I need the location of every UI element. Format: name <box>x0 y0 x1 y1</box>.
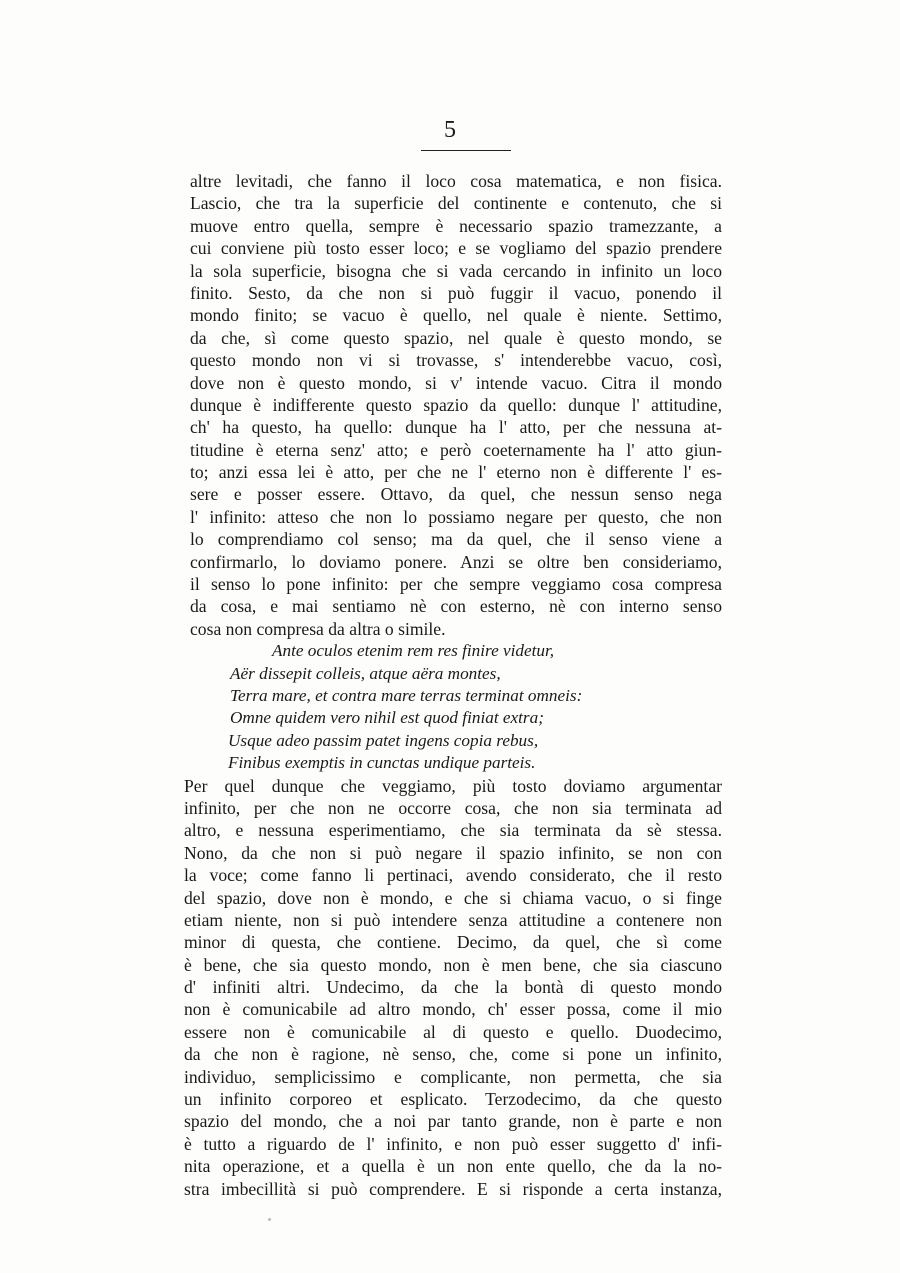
verse-line: Ante oculos etenim rem res finire videtur, <box>272 641 555 661</box>
text-line: finito. Sesto, da che non si può fuggir il vacuo, ponendo il <box>190 282 722 303</box>
text-body <box>184 170 722 1200</box>
text-line: sere e posser essere. Ottavo, da quel, che nessun senso nega <box>190 484 722 505</box>
text-line: nita operazione, et a quella è un non ente quello, che da la no- <box>184 1156 722 1177</box>
text-line: d' infiniti altri. Undecimo, da che la bontà di questo mondo <box>184 977 722 998</box>
text-line: cosa non compresa da altra o simile. <box>190 618 446 639</box>
text-line: altre levitadi, che fanno il loco cosa matematica, e non fisica. <box>190 171 722 191</box>
text-line: etiam niente, non si può intendere senza attitudine a contenere non <box>184 909 722 930</box>
text-line: la voce; come fanno li pertinaci, avendo considerato, che il resto <box>184 865 722 886</box>
header-rule <box>421 150 511 151</box>
text-line: essere non è comunicabile al di questo e quello. Duodecimo, <box>184 1021 722 1042</box>
verse-line: Finibus exemptis in cunctas undique parteis. <box>228 753 536 773</box>
text-line: questo mondo non vi si trovasse, s' intenderebbe vacuo, così, <box>190 350 722 371</box>
text-line: spazio del mondo, che a noi par tanto grande, non è parte e non <box>184 1111 722 1132</box>
text-line: muove entro quella, sempre è necessario spazio tramezzante, a <box>190 215 722 236</box>
verse-line: Omne quidem vero nihil est quod finiat extra; <box>230 708 544 728</box>
text-line: dove non è questo mondo, si v' intende vacuo. Citra il mondo <box>190 372 722 393</box>
paragraph-continued <box>184 775 722 1200</box>
text-line: da cosa, e mai sentiamo nè con esterno, nè con interno senso <box>190 596 722 617</box>
text-line: infinito, per che non ne occorre cosa, che non sia terminata ad <box>184 797 722 818</box>
text-line: titudine è eterna senz' atto; e però coeternamente ha l' atto giun- <box>190 439 722 460</box>
text-line: la sola superficie, bisogna che si vada cercando in infinito un loco <box>190 260 722 281</box>
paragraph-main <box>190 170 722 640</box>
text-line: non è comunicabile ad altro mondo, ch' esser possa, come il mio <box>184 999 722 1020</box>
text-line: da che non è ragione, nè senso, che, come si pone un infinito, <box>184 1044 722 1065</box>
text-line: un infinito corporeo et esplicato. Terzodecimo, da che questo <box>184 1089 722 1110</box>
text-line: del spazio, dove non è mondo, e che si chiama vacuo, o si finge <box>184 887 722 908</box>
text-line: minor di questa, che contiene. Decimo, da quel, che sì come <box>184 932 722 953</box>
text-line: mondo finito; se vacuo è quello, nel quale è niente. Settimo, <box>190 305 722 326</box>
text-line: è tutto a riguardo de l' infinito, e non può esser suggetto d' infi- <box>184 1133 722 1154</box>
text-line: ch' ha questo, ha quello: dunque ha l' atto, per che nessuna at- <box>190 417 722 438</box>
verse-line: Usque adeo passim patet ingens copia rebus, <box>228 730 539 750</box>
text-line: Lascio, che tra la superficie del continente e contenuto, che si <box>190 193 722 214</box>
text-line: to; anzi essa lei è atto, per che ne l' eterno non è differente l' es- <box>190 462 722 483</box>
verse-quotation <box>190 640 722 774</box>
text-line: il senso lo pone infinito: per che sempre veggiamo cosa compresa <box>190 574 722 595</box>
page-number: 5 <box>444 117 456 143</box>
text-line: Nono, da che non si può negare il spazio infinito, se non con <box>184 842 722 863</box>
text-line: individuo, semplicissimo e complicante, non permetta, che sia <box>184 1066 722 1087</box>
text-line: altro, e nessuna esperimentiamo, che sia terminata da sè stessa. <box>184 820 722 841</box>
verse-line: Terra mare, et contra mare terras terminat omneis: <box>230 685 583 705</box>
verse-line: Aër dissepit colleis, atque aëra montes, <box>230 663 501 683</box>
paper-speck <box>268 1218 271 1221</box>
text-line: dunque è indifferente questo spazio da quello: dunque l' attitudine, <box>190 394 722 415</box>
text-line: stra imbecillità si può comprendere. E si risponde a certa instanza, <box>184 1178 722 1199</box>
text-line: è bene, che sia questo mondo, non è men bene, che sia ciascuno <box>184 954 722 975</box>
text-line: Per quel dunque che veggiamo, più tosto doviamo argumentar <box>184 775 722 796</box>
text-line: confirmarlo, lo doviamo ponere. Anzi se oltre ben consideriamo, <box>190 551 722 572</box>
text-line: cui conviene più tosto esser loco; e se vogliamo del spazio prendere <box>190 238 722 259</box>
text-line: lo comprendiamo col senso; ma da quel, che il senso viene a <box>190 529 722 550</box>
text-line: l' infinito: atteso che non lo possiamo negare per questo, che non <box>190 506 722 527</box>
text-line: da che, sì come questo spazio, nel quale è questo mondo, se <box>190 327 722 348</box>
